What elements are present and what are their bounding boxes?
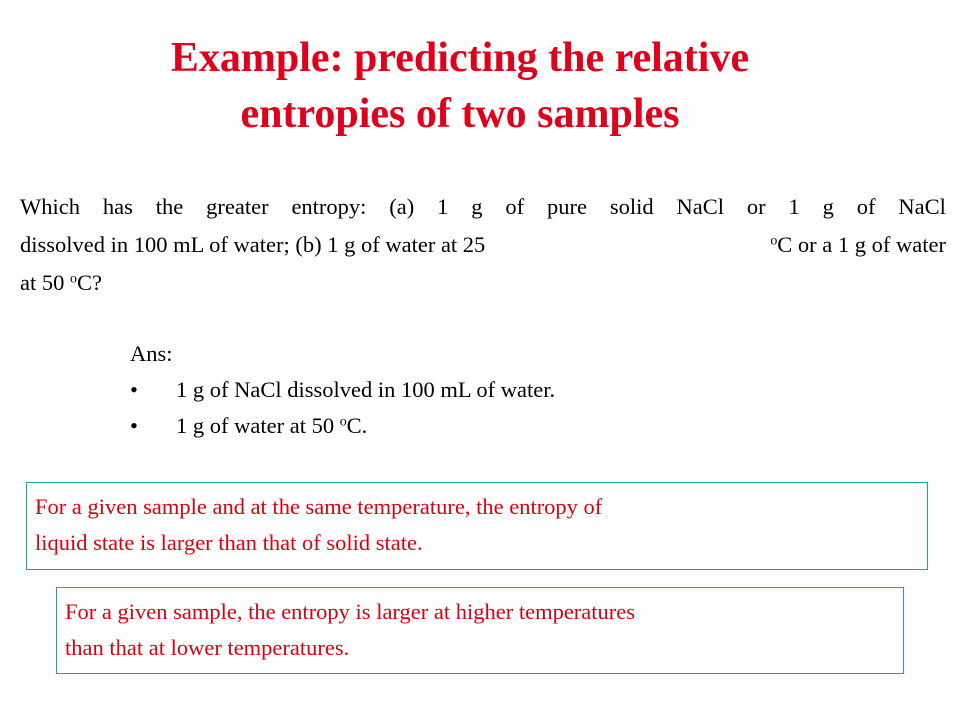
answer-item-1-text: 1 g of NaCl dissolved in 100 mL of water. [176, 377, 556, 402]
question-line-2-end [770, 226, 946, 264]
answer-item-1 [130, 372, 830, 408]
note-box-state-line-1: For a given sample and at the same temperature, the entropy of [35, 494, 603, 519]
note-box-temperature-line-1: For a given sample, the entropy is larger at higher temperatures [65, 599, 636, 624]
answer-item-2-text [176, 408, 367, 444]
question-word: g [471, 194, 483, 219]
question-word: or [746, 194, 766, 219]
question-line-2-tail: C or a 1 g of water [777, 232, 946, 257]
answer-item-2-start: 1 g of water at 50 [176, 413, 335, 438]
question-word: solid [609, 194, 654, 219]
question-word: g [822, 194, 834, 219]
question-word: the [155, 194, 184, 219]
question-word: (a) [389, 194, 415, 219]
question-word: 1 [788, 194, 800, 219]
note-box-state [26, 482, 928, 570]
question-word: Which [20, 194, 80, 219]
bullet-icon: • [130, 413, 138, 438]
question-word: greater [206, 194, 269, 219]
slide-title-line-1: Example: predicting the relative [170, 35, 750, 81]
question-line-1 [20, 188, 946, 226]
slide-title-line-2: entropies of two samples [240, 91, 680, 137]
question-word: 1 [437, 194, 449, 219]
answer-label: Ans: [130, 341, 173, 366]
question-line-3-tail: C? [76, 270, 102, 295]
question-word: NaCl [898, 194, 946, 219]
question-paragraph [20, 188, 946, 302]
answer-block [130, 336, 830, 444]
question-word: entropy: [291, 194, 367, 219]
note-box-temperature [56, 587, 904, 674]
bullet-icon: • [130, 377, 138, 402]
answer-item-2-tail: C. [346, 413, 368, 438]
note-box-state-line-2: liquid state is larger than that of solid state. [35, 530, 423, 555]
slide-title [0, 30, 920, 142]
question-word: of [856, 194, 876, 219]
degree-symbol: o [70, 271, 77, 287]
question-word: NaCl [676, 194, 725, 219]
degree-symbol: o [770, 233, 778, 249]
answer-item-2 [130, 408, 830, 444]
question-word: of [505, 194, 525, 219]
question-line-2-start: dissolved in 100 mL of water; (b) 1 g of water at 25 [20, 232, 486, 257]
question-line-3 [20, 264, 946, 302]
question-word: pure [547, 194, 588, 219]
note-box-temperature-line-2: than that at lower temperatures. [65, 635, 350, 660]
question-word: has [102, 194, 133, 219]
degree-symbol: o [339, 414, 347, 430]
question-line-3-start: at 50 [20, 270, 65, 295]
question-line-2 [20, 226, 946, 264]
